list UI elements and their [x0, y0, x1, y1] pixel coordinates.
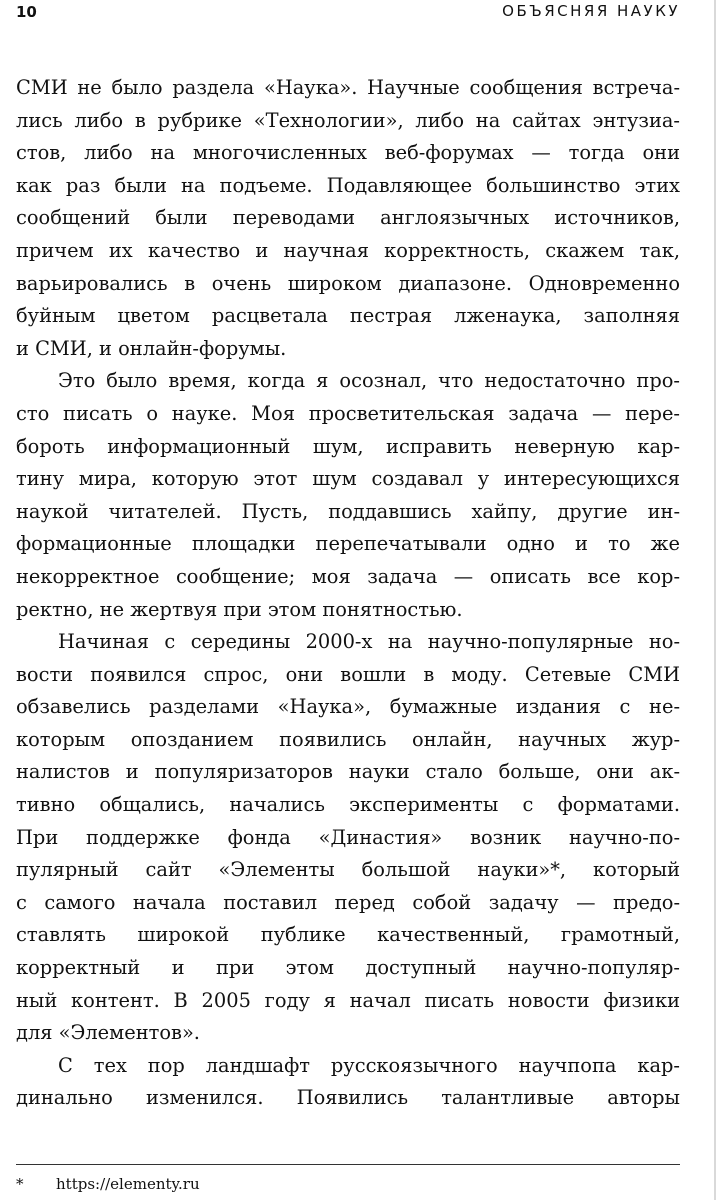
body-text	[16, 72, 680, 1115]
text-line: При поддержке фонда «Династия» возник научно-по-	[16, 825, 680, 849]
text-line: и СМИ, и онлайн-форумы.	[16, 336, 287, 360]
footnote-marker: *	[16, 1175, 24, 1193]
text-line: корректный и при этом доступный научно-популяр-	[16, 956, 680, 980]
footnote-divider	[16, 1164, 680, 1165]
paragraph	[16, 365, 680, 626]
text-line: ставлять широкой публике качественный, грамотный,	[16, 923, 680, 947]
text-line: бороть информационный шум, исправить неверную кар-	[16, 434, 680, 458]
text-line: динально изменился. Появились талантливые авторы	[16, 1086, 680, 1110]
text-line: причем их качество и научная корректность, скажем так,	[16, 238, 680, 262]
text-line: Начиная с середины 2000-х на научно-популярные но-	[58, 630, 680, 654]
text-line: пулярный сайт «Элементы большой науки»*, который	[16, 858, 680, 882]
text-line: варьировались в очень широком диапазоне. Одновременно	[16, 271, 680, 295]
text-line: наукой читателей. Пусть, поддавшись хайпу, другие ин-	[16, 499, 680, 523]
text-line: вости появился спрос, они вошли в моду. Сетевые СМИ	[16, 662, 680, 686]
text-line: лись либо в рубрике «Технологии», либо на сайтах энтузиа-	[16, 108, 680, 132]
text-line: Это было время, когда я осознал, что недостаточно про-	[58, 369, 680, 393]
footnote	[16, 1175, 200, 1193]
text-line: налистов и популяризаторов науки стало больше, они ак-	[16, 760, 680, 784]
text-line: сообщений были переводами англоязычных источников,	[16, 206, 680, 230]
text-line: ный контент. В 2005 году я начал писать новости физики	[16, 988, 680, 1012]
text-line: сто писать о науке. Моя просветительская задача — пере-	[16, 401, 680, 425]
paragraph	[16, 626, 680, 1050]
text-line: для «Элементов».	[16, 1021, 200, 1045]
text-line: СМИ не было раздела «Наука». Научные сообщения встреча-	[16, 76, 680, 99]
page-number: 10	[16, 3, 37, 21]
text-line: которым опозданием появились онлайн, научных жур-	[16, 727, 680, 751]
paragraph	[16, 72, 680, 365]
text-line: формационные площадки перепечатывали одно и то же	[16, 532, 680, 556]
text-line: буйным цветом расцветала пестрая лженаука, заполняя	[16, 304, 680, 328]
text-line: С тех пор ландшафт русскоязычного научпопа кар-	[58, 1053, 680, 1077]
text-line: с самого начала поставил перед собой задачу — предо-	[16, 890, 680, 914]
text-line: некорректное сообщение; моя задача — описать все кор-	[16, 564, 680, 588]
text-line: обзавелись разделами «Наука», бумажные издания с не-	[16, 695, 680, 719]
paragraph	[16, 1050, 680, 1115]
running-title: ОБЪЯСНЯЯ НАУКУ	[502, 2, 680, 20]
page-header	[16, 0, 680, 26]
footnote-link[interactable]: https://elementy.ru	[56, 1175, 200, 1193]
text-line: тивно общались, начались эксперименты с форматами.	[16, 793, 680, 817]
text-line: тину мира, которую этот шум создавал у интересующихся	[16, 467, 680, 491]
text-line: как раз были на подъеме. Подавляющее большинство этих	[16, 173, 680, 197]
text-line: ректно, не жертвуя при этом понятностью.	[16, 597, 463, 621]
text-line: стов, либо на многочисленных веб-форумах — тогда они	[16, 141, 680, 165]
